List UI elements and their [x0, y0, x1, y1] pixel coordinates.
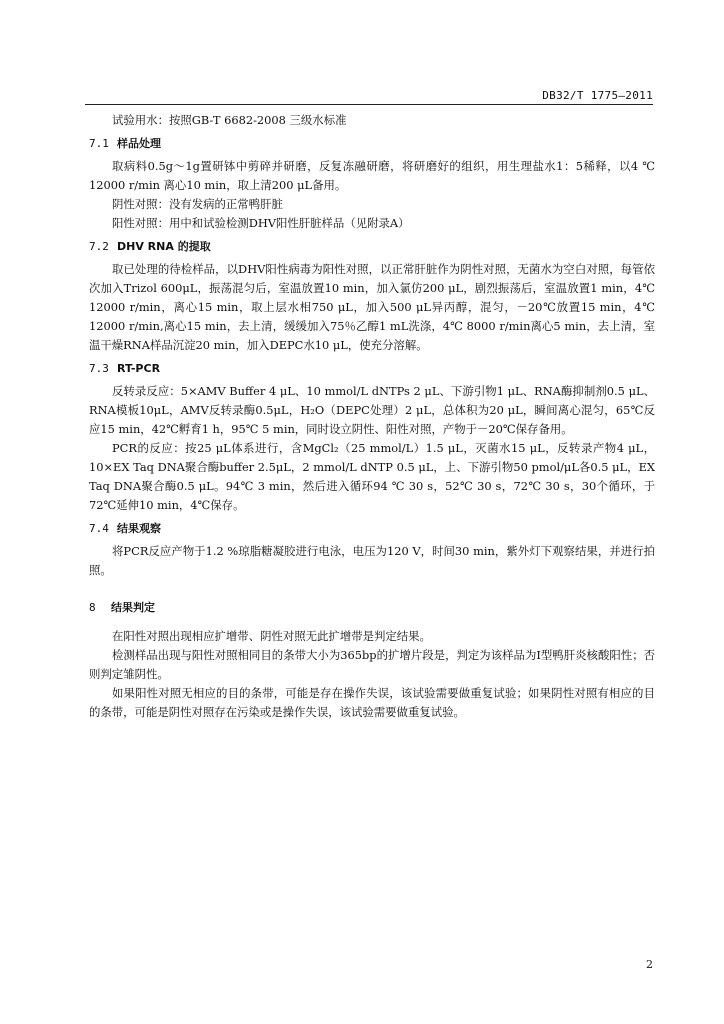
section-number: 7.1	[89, 137, 109, 150]
test-water-line: 试验用水：按照GB-T 6682-2008 三级水标准	[112, 113, 347, 127]
section-heading-7-1	[89, 134, 655, 153]
paragraph: 阴性对照：没有发病的正常鸭肝脏	[112, 197, 283, 211]
paragraph: 如果阳性对照无相应的目的条带，可能是存在操作失误，该试验需要做重复试验；如果阴性对照有相应的目的条带，可能是阴性对照存在污染或是操作失误，该试验需要做重复试验。	[89, 686, 655, 719]
section-title: DHV RNA 的提取	[117, 240, 211, 253]
header-divider	[85, 104, 653, 105]
paragraph: 检测样品出现与阳性对照相同目的条带大小为365bp的扩增片段是，判定为该样品为Ⅰ型鸭肝炎核酸阳性；否则判定雏阴性。	[89, 648, 655, 681]
standard-code: DB32/T 1775—2011	[542, 89, 653, 102]
section-number: 8	[89, 601, 96, 614]
section-number: 7.4	[89, 522, 109, 535]
paragraph: 取病料0.5g～1g置研钵中剪碎并研磨，反复冻融研磨，将研磨好的组织，用生理盐水1：5稀释，以4 ℃ 12000 r/min 离心10 min，取上清200 μL备用。	[89, 159, 655, 192]
paragraph: 反转录反应：5×AMV Buffer 4 μL、10 mmol/L dNTPs 2 μL、下游引物1 μL、RNA酶抑制剂0.5 μL、RNA模板10μL，AMV反转录酶0.5μL，H₂O（DEPC处理）2 μL，总体积为20 μL，瞬间离心混匀，65℃反应15 min，42℃孵育1 h，95℃ 5 min，同时设立阴性、阳性对照，产物于－20℃保存备用。	[89, 384, 655, 436]
section-heading-7-4	[89, 519, 655, 538]
section-heading-7-2	[89, 237, 655, 256]
section-heading-8	[89, 598, 655, 617]
page-number: 2	[646, 958, 653, 971]
paragraph: 阳性对照：用中和试验检测DHV阳性肝脏样品（见附录A）	[112, 216, 410, 230]
section-title: RT-PCR	[117, 362, 161, 375]
paragraph: 在阳性对照出现相应扩增带、阴性对照无此扩增带是判定结果。	[112, 629, 431, 643]
section-number: 7.3	[89, 362, 109, 375]
section-title: 样品处理	[117, 137, 161, 150]
document-body	[89, 111, 655, 722]
paragraph: 将PCR反应产物于1.2 %琼脂糖凝胶进行电泳，电压为120 V，时间30 min，紫外灯下观察结果，并进行拍照。	[89, 544, 655, 577]
section-title: 结果判定	[111, 601, 155, 614]
section-title: 结果观察	[117, 522, 161, 535]
paragraph: 取已处理的待检样品，以DHV阳性病毒为阳性对照，以正常肝脏作为阴性对照，无菌水为空白对照，每管依次加入Trizol 600μL，振荡混匀后，室温放置10 min，加入氯仿200 μL，剧烈振荡后，室温放置1 min，4℃ 12000 r/min，离心15 min，取上层水相750 μL，加入500 μL异丙醇，混匀，－20℃放置15 min，4℃ 12000 r/min,离心15 min，去上清，缓缓加入75％乙醇1 mL洗涤，4℃ 8000 r/min离心5 min，去上清，室温干燥RNA样品沉淀20 min，加入DEPC水10 μL，使充分溶解。	[89, 262, 655, 352]
paragraph: PCR的反应：按25 μL体系进行，含MgCl₂（25 mmol/L）1.5 μL，灭菌水15 μL，反转录产物4 μL，10×EX Taq DNA聚合酶buffer 2.5μL，2 mmol/L dNTP 0.5 μL，上、下游引物50 pmol/μL各0.5 μL，EX Taq DNA聚合酶0.5 μL。94℃ 3 min，然后进入循环94 ℃ 30 s，52℃ 30 s，72℃ 30 s，30个循环，于72℃延伸10 min，4℃保存。	[89, 441, 655, 512]
section-number: 7.2	[89, 240, 109, 253]
section-heading-7-3	[89, 359, 655, 378]
